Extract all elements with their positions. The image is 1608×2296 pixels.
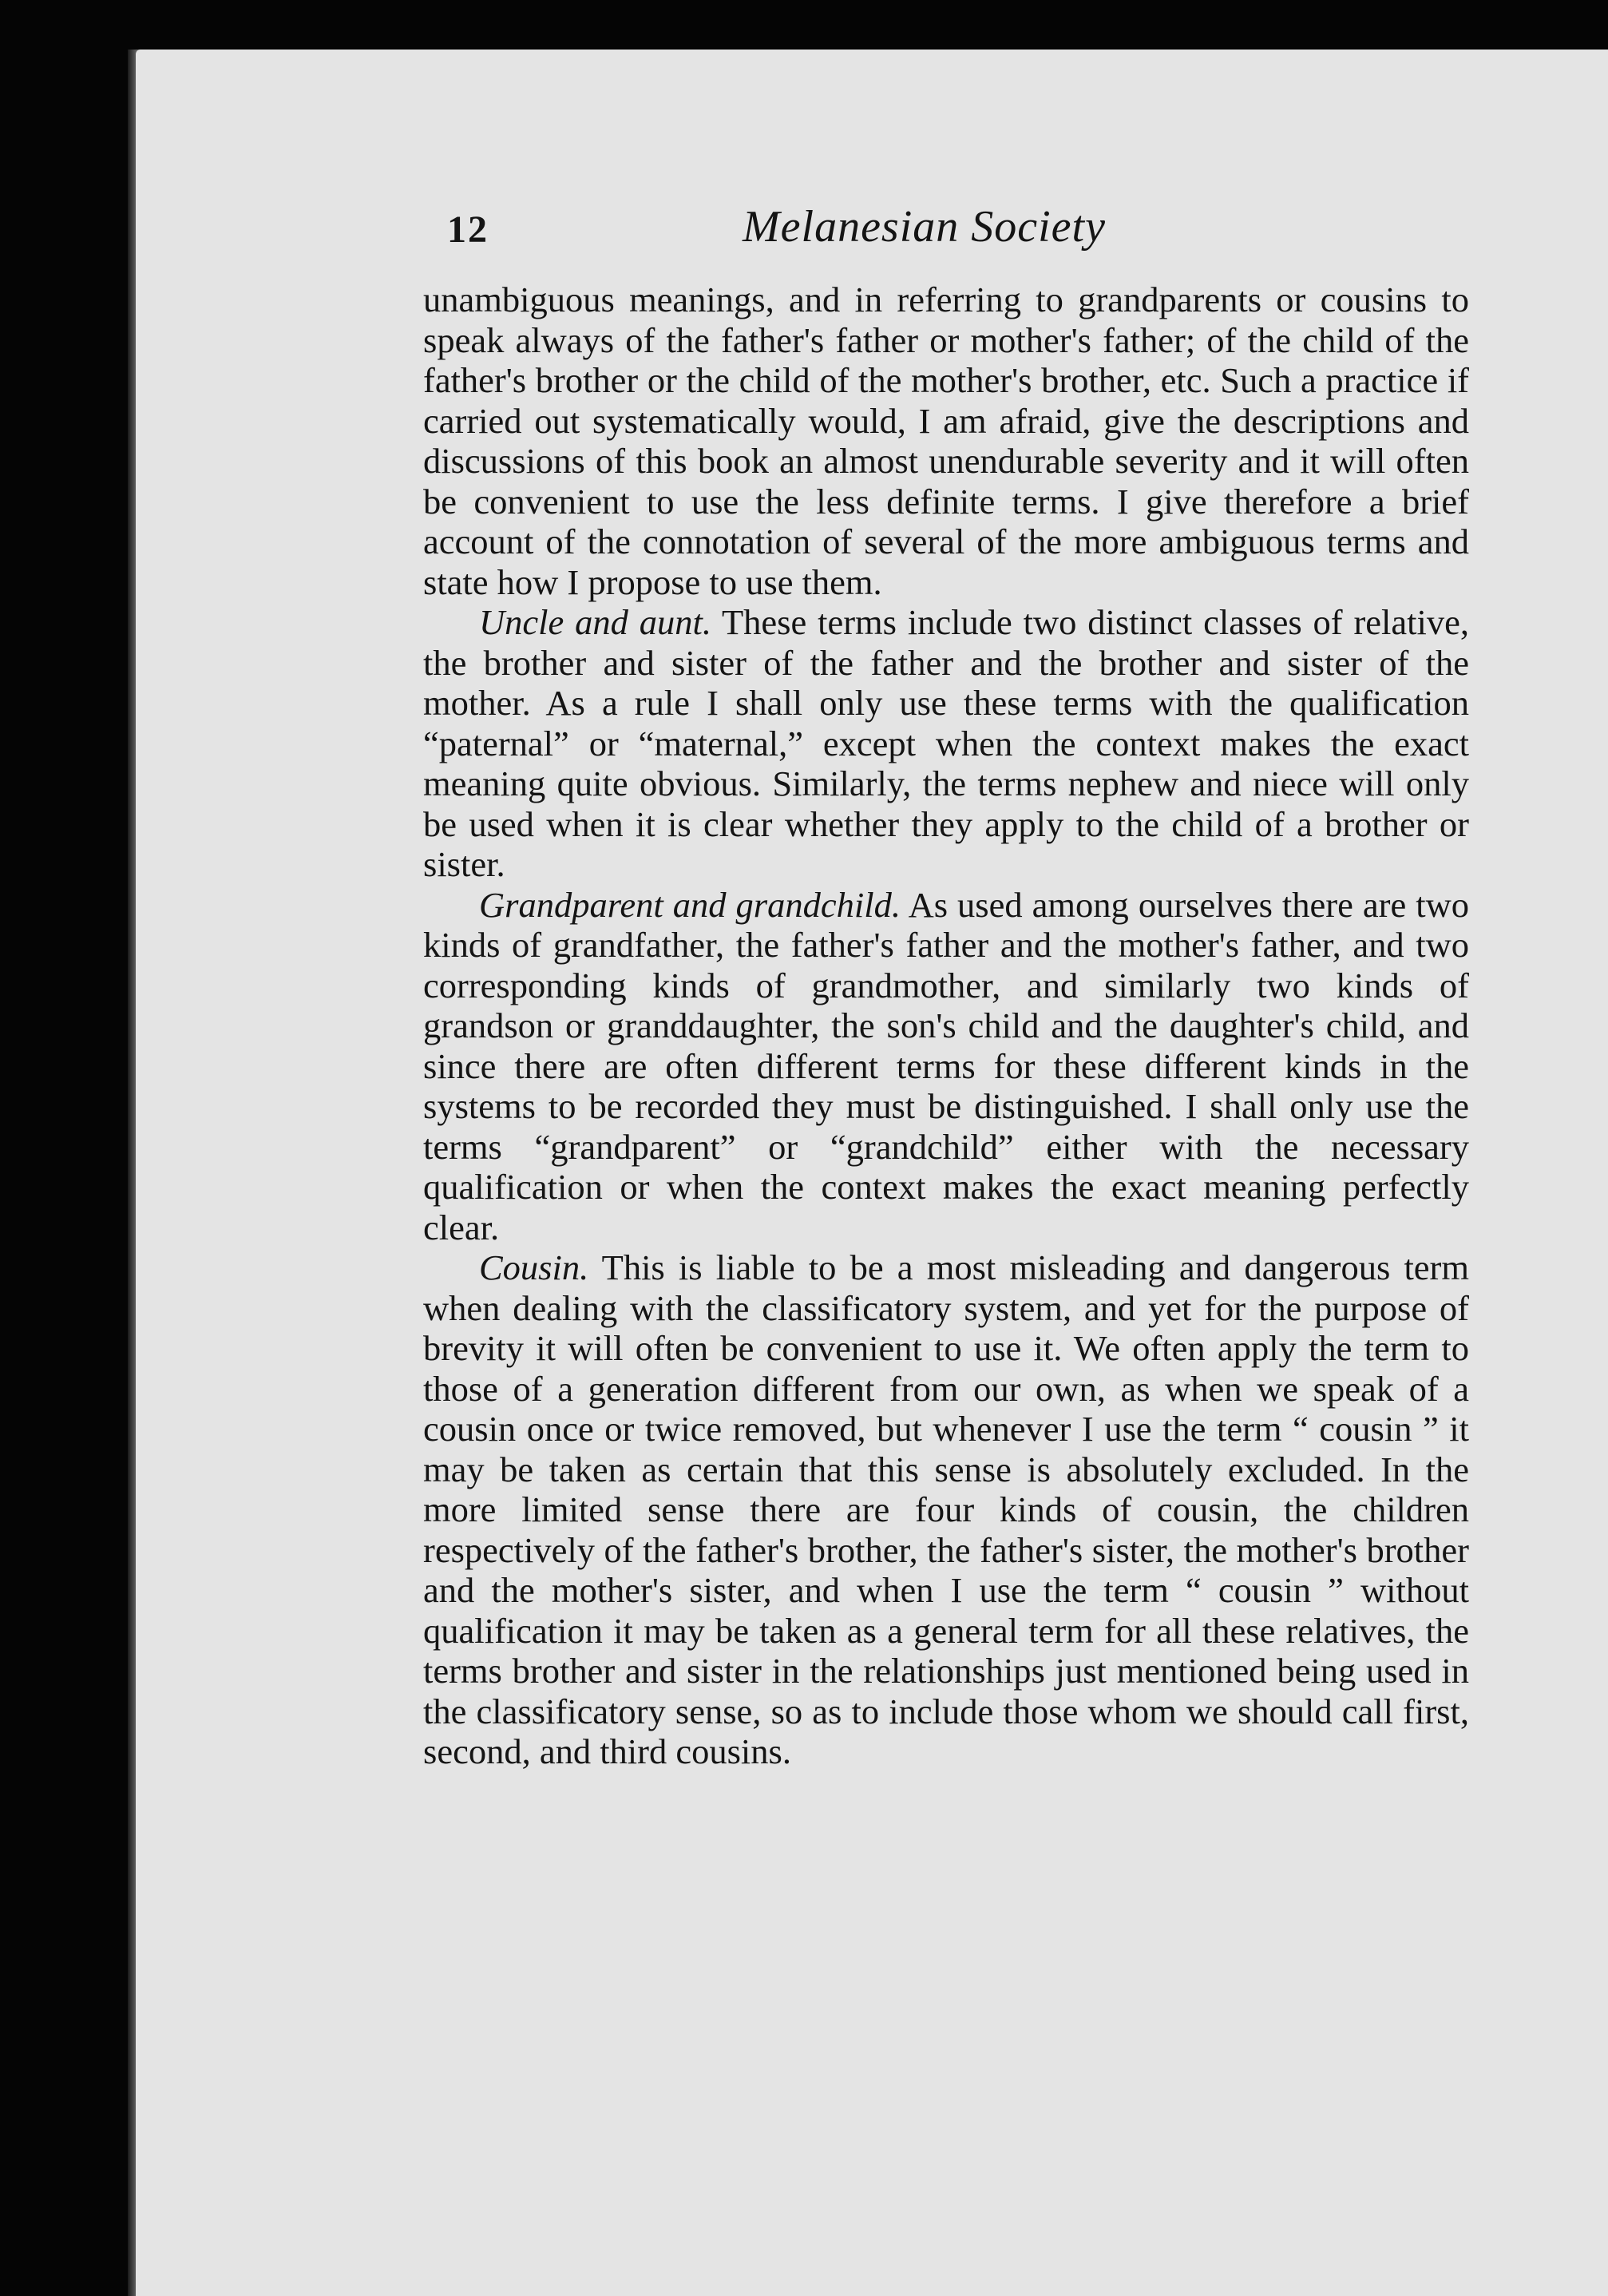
paragraph-term: Cousin. xyxy=(479,1247,589,1287)
paragraph-text: These terms include two distinct classes of relative, the brother and sister of the father and the brother and sister of the mother. As a rule I shall only use these terms with the qualification “paternal” or “maternal,” except when the context makes the exact meaning quite obvious. Similarly, the terms nephew and niece will only be used when it is clear whether they apply to the child of a brother or sister. xyxy=(423,602,1469,884)
running-head-title: Melanesian Society xyxy=(743,202,1106,252)
paragraph-text: This is liable to be a most misleading and dangerous term when dealing with the classificatory system, and yet for the purpose of brevity it will often be convenient to use it. We often apply the term to those of a generation different from our own, as when we speak of a cousin once or twice removed, but whenever I use the term “ cousin ” it may be taken as certain that this sense is absolutely excluded. In the more limited sense there are four kinds of cousin, the children respectively of the father's brother, the father's sister, the mother's brother and the mother's sister, and when I use the term “ cousin ” without qualification it may be taken as a general term for all these relatives, the terms brother and sister in the relationships just mentioned being used in the classificatory sense, so as to include those whom we should call first, second, and third cousins. xyxy=(423,1247,1469,1771)
page-number: 12 xyxy=(447,208,489,251)
running-head xyxy=(423,202,1469,280)
paragraph-text: As used among ourselves there are two kinds of grandfather, the father's father and the mother's father, and two corresponding kinds of grandmother, and similarly two kinds of grandson or granddaughter, the son's child and the daughter's child, and since there are often different terms for these different kinds in the systems to be recorded they must be distinguished. I shall only use the terms “grandparent” or “grandchild” either with the necessary qualification or when the context makes the exact meaning perfectly clear. xyxy=(423,884,1469,1247)
paragraph-grandparent-and-grandchild xyxy=(423,885,1469,1248)
paragraph-intro xyxy=(423,280,1469,602)
paragraph-text: unambiguous meanings, and in referring to grandparents or cousins to speak always of the father's father or mother's father; of the child of the father's brother or the child of the mother's brother, etc. Such a practice if carried out systematically would, I am afraid, give the descriptions and discussions of this book an almost unendurable severity and it will often be convenient to use the less definite terms. I give therefore a brief account of the connotation of several of the more ambiguous terms and state how I propose to use them. xyxy=(423,280,1469,602)
paragraph-term: Uncle and aunt. xyxy=(479,602,711,642)
paragraph-cousin xyxy=(423,1247,1469,1772)
page-text-block xyxy=(423,202,1469,1772)
paragraph-term: Grandparent and grandchild. xyxy=(479,884,901,925)
paragraph-uncle-and-aunt xyxy=(423,602,1469,885)
